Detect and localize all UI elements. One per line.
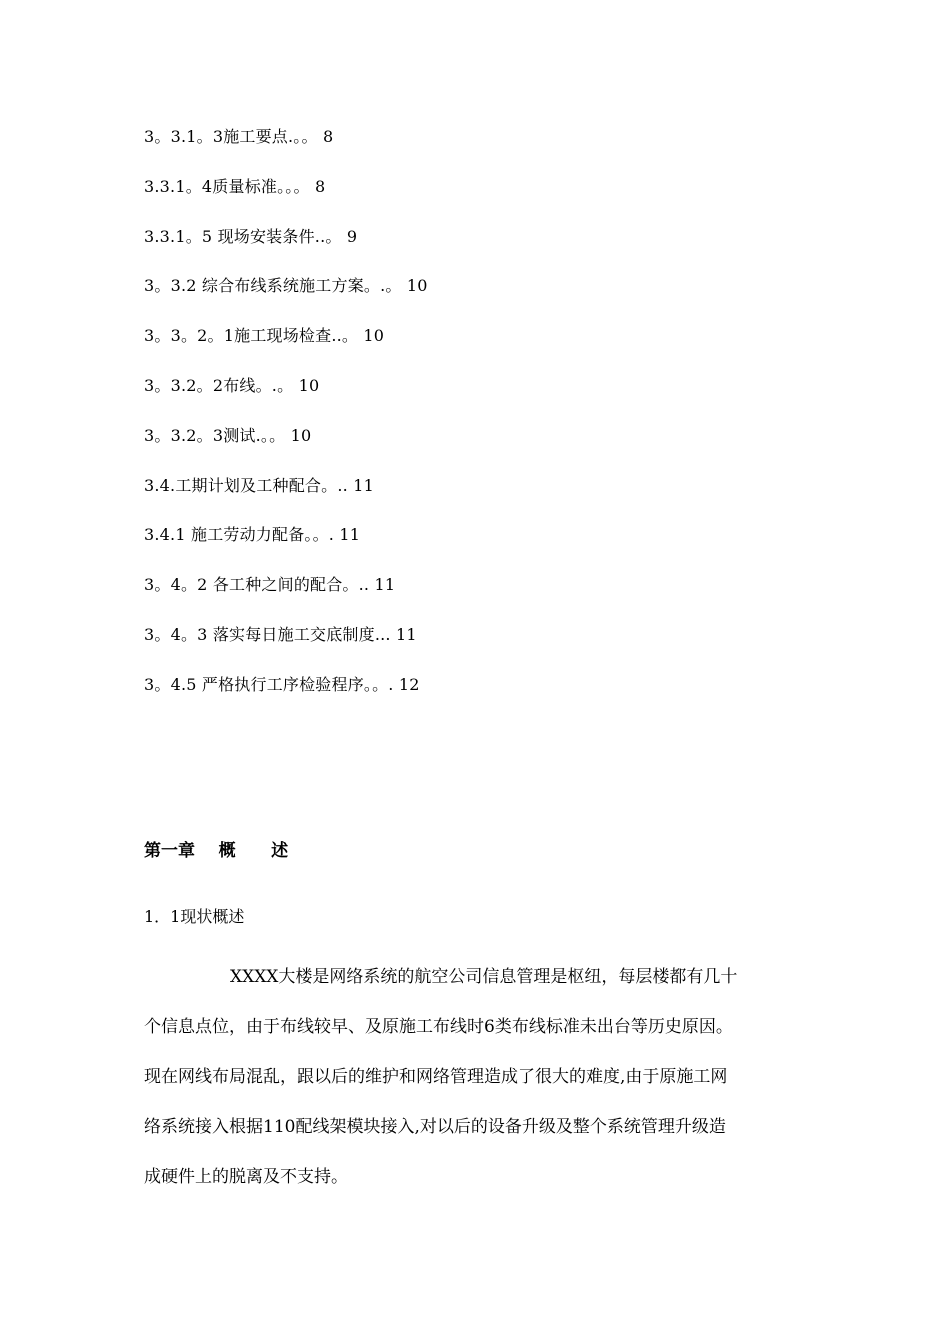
- toc-entry: 3。4。3 落实每日施工交底制度... 11: [144, 624, 417, 644]
- section-heading: 1．1现状概述: [144, 907, 245, 926]
- body-paragraph: [144, 952, 808, 1202]
- toc-entry: 3。4.5 严格执行工序检验程序。。. 12: [144, 674, 420, 694]
- toc-entry: 3.3.1。4质量标准。。。 8: [144, 176, 326, 196]
- toc-entry: 3。3。2。1施工现场检查..。 10: [144, 326, 385, 346]
- toc-entry: 3.4.工期计划及工种配合。.. 11: [144, 475, 374, 495]
- toc-entry: 3。3.2 综合布线系统施工方案。.。 10: [144, 276, 428, 296]
- toc-entry: 3。3.2。2布线。.。 10: [144, 375, 320, 395]
- toc-entry: 3.4.1 施工劳动力配备。。. 11: [144, 525, 361, 545]
- toc-entry: 3.3.1。5 现场安装条件..。 9: [144, 226, 358, 246]
- paragraph-line: 现在网线布局混乱，跟以后的维护和网络管理造成了很大的难度,由于原施工网: [144, 1067, 728, 1087]
- chapter-heading: 第一章 概 述: [144, 841, 289, 861]
- paragraph-line: 个信息点位，由于布线较早、及原施工布线时6类布线标准未出台等历史原因。: [144, 1017, 733, 1037]
- table-of-contents: [144, 124, 844, 722]
- paragraph-line: 络系统接入根据110配线架模块接入,对以后的设备升级及整个系统管理升级造: [144, 1117, 726, 1137]
- paragraph-line: XXXX大楼是网络系统的航空公司信息管理是枢纽，每层楼都有几十: [230, 967, 738, 987]
- toc-entry: 3。4。2 各工种之间的配合。.. 11: [144, 575, 396, 595]
- toc-entry: 3。3.1。3施工要点.。。 8: [144, 127, 334, 146]
- toc-entry: 3。3.2。3测试.。。 10: [144, 425, 312, 445]
- paragraph-line: 成硬件上的脱离及不支持。: [144, 1167, 348, 1187]
